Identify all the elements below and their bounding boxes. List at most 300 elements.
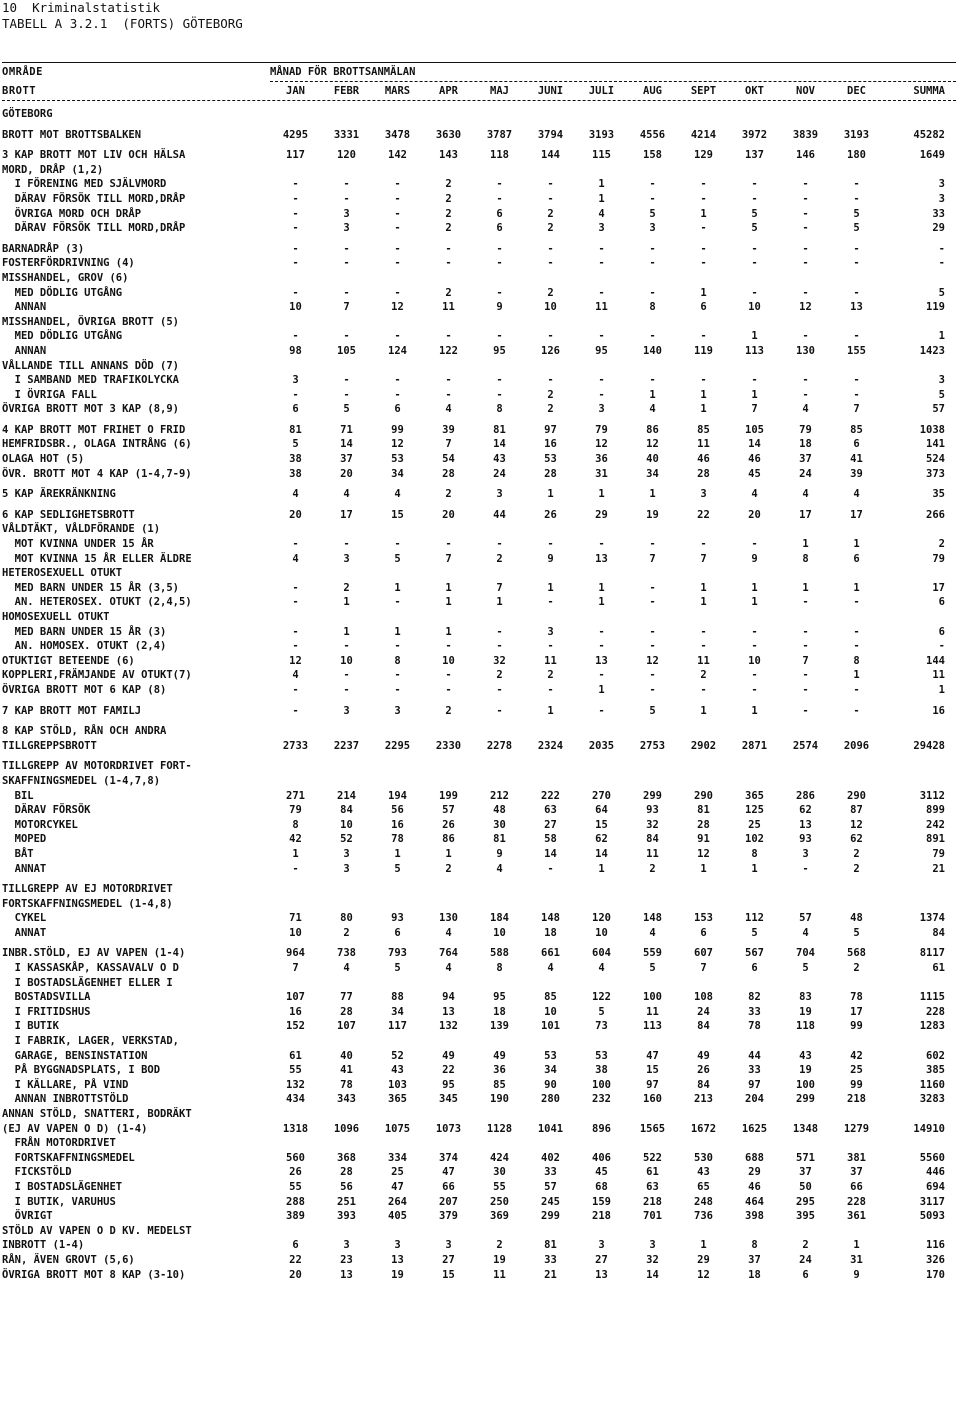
table-cell: 14 bbox=[748, 438, 761, 451]
row-label: 5 KAP ÄREKRÄNKNING bbox=[2, 488, 116, 501]
table-cell: 108 bbox=[694, 991, 713, 1004]
table-cell: 28 bbox=[697, 818, 710, 831]
table-cell: 125 bbox=[745, 804, 764, 817]
table-cell: 1 bbox=[751, 330, 758, 343]
table-cell: - bbox=[496, 704, 503, 717]
table-cell: 4 bbox=[292, 669, 299, 682]
row-label: ANNAT bbox=[2, 862, 47, 875]
table-cell: - bbox=[598, 388, 605, 401]
table-cell: 27 bbox=[442, 1253, 455, 1266]
area-row bbox=[2, 107, 956, 122]
table-cell: 4 bbox=[496, 862, 503, 875]
row-label: INBR.STÖLD, EJ AV VAPEN (1-4) bbox=[2, 947, 186, 960]
table-cell: 5093 bbox=[919, 1210, 945, 1223]
table-cell: 78 bbox=[391, 833, 404, 846]
table-cell: 3 bbox=[343, 862, 350, 875]
table-cell: - bbox=[292, 207, 299, 220]
table-cell: 245 bbox=[541, 1195, 560, 1208]
table-cell: - bbox=[445, 538, 452, 551]
table-cell: 2 bbox=[445, 222, 452, 235]
table-cell: - bbox=[445, 330, 452, 343]
table-cell: - bbox=[292, 640, 299, 653]
table-cell: 3 bbox=[598, 222, 605, 235]
table-row bbox=[2, 862, 956, 877]
table-cell: - bbox=[394, 596, 401, 609]
table-cell: 25 bbox=[391, 1166, 404, 1179]
table-cell: 7 bbox=[649, 552, 656, 565]
statistics-table bbox=[2, 62, 956, 1282]
table-cell: 100 bbox=[592, 1078, 611, 1091]
table-cell: - bbox=[343, 683, 350, 696]
table-cell: 17 bbox=[932, 581, 945, 594]
table-row bbox=[2, 452, 956, 467]
table-cell: - bbox=[853, 640, 860, 653]
table-cell: 1 bbox=[445, 596, 452, 609]
table-cell: 43 bbox=[697, 1166, 710, 1179]
table-cell: 8 bbox=[751, 847, 758, 860]
table-cell: - bbox=[938, 257, 945, 270]
table-cell: 2 bbox=[547, 669, 554, 682]
table-cell: - bbox=[802, 257, 809, 270]
table-cell: 32 bbox=[646, 818, 659, 831]
table-cell: 8 bbox=[649, 301, 656, 314]
table-cell: 34 bbox=[544, 1064, 557, 1077]
table-cell: 1041 bbox=[537, 1122, 564, 1135]
table-cell: 222 bbox=[541, 789, 560, 802]
row-label: MISSHANDEL, ÖVRIGA BROTT (5) bbox=[2, 315, 180, 328]
table-cell: 20 bbox=[748, 508, 761, 521]
table-cell: 117 bbox=[388, 1020, 407, 1033]
area-name: GÖTEBORG bbox=[2, 108, 53, 120]
table-cell: 119 bbox=[694, 344, 713, 357]
table-cell: 99 bbox=[850, 1020, 863, 1033]
table-cell: 85 bbox=[850, 423, 863, 436]
table-cell: 148 bbox=[643, 912, 662, 925]
table-row bbox=[2, 832, 956, 847]
table-cell: 31 bbox=[595, 467, 608, 480]
table-cell: 24 bbox=[697, 1005, 710, 1018]
table-cell: 7 bbox=[445, 438, 452, 451]
table-cell: - bbox=[343, 640, 350, 653]
table-cell: - bbox=[802, 704, 809, 717]
table-cell: 194 bbox=[388, 789, 407, 802]
table-row bbox=[2, 271, 956, 286]
table-cell: 1 bbox=[751, 581, 758, 594]
table-cell: 1 bbox=[547, 488, 554, 501]
table-cell: 26 bbox=[544, 508, 557, 521]
row-label: MED DÖDLIG UTGÅNG bbox=[2, 286, 123, 299]
table-cell: 81 bbox=[544, 1239, 557, 1252]
row-label: FRÅN MOTORDRIVET bbox=[2, 1137, 116, 1150]
row-label: FORTSKAFFNINGSMEDEL (1-4,8) bbox=[2, 897, 173, 910]
table-cell: - bbox=[802, 374, 809, 387]
row-label: CYKEL bbox=[2, 912, 47, 925]
table-cell: 891 bbox=[926, 833, 945, 846]
table-cell: - bbox=[802, 669, 809, 682]
table-cell: 2096 bbox=[843, 739, 870, 752]
table-cell: 3787 bbox=[486, 128, 513, 141]
column-header: MARS bbox=[384, 85, 411, 97]
table-cell: 141 bbox=[926, 438, 945, 451]
table-cell: 107 bbox=[286, 991, 305, 1004]
row-label: BOSTADSVILLA bbox=[2, 991, 91, 1004]
table-cell: 12 bbox=[391, 438, 404, 451]
table-cell: 2295 bbox=[384, 739, 411, 752]
table-cell: 701 bbox=[643, 1210, 662, 1223]
table-cell: 1 bbox=[700, 403, 707, 416]
table-cell: - bbox=[802, 640, 809, 653]
table-cell: 44 bbox=[493, 508, 506, 521]
table-cell: 64 bbox=[595, 804, 608, 817]
table-cell: 2 bbox=[445, 704, 452, 717]
table-cell: 55 bbox=[289, 1064, 302, 1077]
table-cell: 79 bbox=[595, 423, 608, 436]
table-cell: 2 bbox=[547, 207, 554, 220]
table-cell: 1672 bbox=[690, 1122, 717, 1135]
table-cell: 139 bbox=[490, 1020, 509, 1033]
table-cell: 5 bbox=[394, 552, 401, 565]
table-cell: 119 bbox=[926, 301, 945, 314]
table-row bbox=[2, 668, 956, 683]
table-cell: - bbox=[292, 330, 299, 343]
column-header: FEBR bbox=[333, 85, 360, 97]
table-cell: 38 bbox=[595, 1064, 608, 1077]
table-cell: 10 bbox=[748, 654, 761, 667]
table-cell: - bbox=[700, 192, 707, 205]
table-cell: 11 bbox=[697, 438, 710, 451]
table-cell: 4 bbox=[445, 403, 452, 416]
table-row bbox=[2, 911, 956, 926]
table-cell: 118 bbox=[490, 149, 509, 162]
table-row bbox=[2, 148, 956, 163]
table-cell: 105 bbox=[337, 344, 356, 357]
table-cell: 2 bbox=[547, 403, 554, 416]
table-row bbox=[2, 163, 956, 178]
table-cell: 53 bbox=[544, 453, 557, 466]
table-cell: 13 bbox=[442, 1005, 455, 1018]
table-cell: - bbox=[700, 683, 707, 696]
table-cell: 43 bbox=[391, 1064, 404, 1077]
table-row bbox=[2, 847, 956, 862]
table-cell: 13 bbox=[850, 301, 863, 314]
table-cell: 6 bbox=[292, 1239, 299, 1252]
table-cell: 26 bbox=[442, 818, 455, 831]
table-cell: 100 bbox=[643, 991, 662, 1004]
table-cell: - bbox=[496, 374, 503, 387]
table-cell: 1 bbox=[700, 862, 707, 875]
table-cell: 50 bbox=[799, 1180, 812, 1193]
table-cell: - bbox=[751, 242, 758, 255]
table-cell: 1 bbox=[700, 207, 707, 220]
table-cell: 160 bbox=[643, 1093, 662, 1106]
table-cell: 218 bbox=[592, 1210, 611, 1223]
table-cell: 2 bbox=[445, 862, 452, 875]
row-label: ÖVRIGA BROTT MOT 6 KAP (8) bbox=[2, 683, 167, 696]
table-cell: 85 bbox=[493, 1078, 506, 1091]
table-cell: 143 bbox=[439, 149, 458, 162]
table-cell: 102 bbox=[745, 833, 764, 846]
table-cell: 184 bbox=[490, 912, 509, 925]
table-cell: 381 bbox=[847, 1151, 866, 1164]
table-cell: 736 bbox=[694, 1210, 713, 1223]
table-cell: 13 bbox=[595, 654, 608, 667]
table-cell: - bbox=[598, 374, 605, 387]
table-cell: 446 bbox=[926, 1166, 945, 1179]
table-cell: 146 bbox=[796, 149, 815, 162]
table-cell: - bbox=[496, 625, 503, 638]
table-cell: 524 bbox=[926, 453, 945, 466]
table-cell: - bbox=[547, 178, 554, 191]
table-cell: 464 bbox=[745, 1195, 764, 1208]
table-cell: 47 bbox=[646, 1049, 659, 1062]
table-cell: 1 bbox=[394, 581, 401, 594]
table-cell: 7 bbox=[700, 962, 707, 975]
table-row bbox=[2, 1078, 956, 1093]
table-cell: - bbox=[394, 222, 401, 235]
table-cell: 66 bbox=[850, 1180, 863, 1193]
table-cell: - bbox=[700, 330, 707, 343]
table-cell: - bbox=[802, 862, 809, 875]
table-cell: 3283 bbox=[919, 1093, 945, 1106]
table-cell: 2902 bbox=[690, 739, 717, 752]
table-cell: 11 bbox=[442, 301, 455, 314]
table-cell: 10 bbox=[493, 926, 506, 939]
table-cell: 393 bbox=[337, 1210, 356, 1223]
table-cell: - bbox=[547, 862, 554, 875]
table-cell: 63 bbox=[544, 804, 557, 817]
table-cell: 3 bbox=[343, 207, 350, 220]
table-cell: 1 bbox=[343, 596, 350, 609]
table-cell: 251 bbox=[337, 1195, 356, 1208]
table-cell: 1 bbox=[853, 669, 860, 682]
table-cell: 2 bbox=[343, 926, 350, 939]
table-cell: - bbox=[700, 222, 707, 235]
table-cell: 365 bbox=[388, 1093, 407, 1106]
table-cell: - bbox=[394, 669, 401, 682]
table-cell: - bbox=[292, 862, 299, 875]
table-cell: 47 bbox=[391, 1180, 404, 1193]
table-cell: 896 bbox=[592, 1122, 611, 1135]
table-cell: 4 bbox=[343, 488, 350, 501]
table-cell: - bbox=[649, 178, 656, 191]
row-label: OTUKTIGT BETEENDE (6) bbox=[2, 654, 135, 667]
table-cell: 61 bbox=[932, 962, 945, 975]
table-cell: - bbox=[547, 538, 554, 551]
table-cell: 12 bbox=[646, 654, 659, 667]
table-cell: 2753 bbox=[639, 739, 666, 752]
table-cell: 1096 bbox=[333, 1122, 360, 1135]
table-cell: 56 bbox=[391, 804, 404, 817]
table-cell: 7 bbox=[343, 301, 350, 314]
table-cell: 1565 bbox=[639, 1122, 666, 1135]
table-cell: 4 bbox=[598, 207, 605, 220]
table-cell: 4 bbox=[445, 926, 452, 939]
table-cell: 33 bbox=[544, 1253, 557, 1266]
table-cell: - bbox=[445, 257, 452, 270]
row-label: ÖVRIGA BROTT MOT 3 KAP (8,9) bbox=[2, 403, 180, 416]
table-cell: 33 bbox=[748, 1064, 761, 1077]
table-cell: 369 bbox=[490, 1210, 509, 1223]
table-cell: 424 bbox=[490, 1151, 509, 1164]
table-cell: - bbox=[751, 669, 758, 682]
table-cell: 12 bbox=[697, 1268, 710, 1281]
table-cell: 6 bbox=[700, 301, 707, 314]
table-cell: - bbox=[649, 242, 656, 255]
table-cell: 8 bbox=[751, 1239, 758, 1252]
table-cell: 81 bbox=[493, 833, 506, 846]
table-cell: 560 bbox=[286, 1151, 305, 1164]
table-cell: - bbox=[751, 683, 758, 696]
table-cell: 26 bbox=[697, 1064, 710, 1077]
table-cell: 13 bbox=[799, 818, 812, 831]
page-header-line2: TABELL A 3.2.1 (FORTS) GÖTEBORG bbox=[2, 16, 243, 31]
table-cell: 87 bbox=[850, 804, 863, 817]
table-cell: 1 bbox=[700, 704, 707, 717]
table-cell: 12 bbox=[799, 301, 812, 314]
table-cell: 6 bbox=[802, 1268, 809, 1281]
table-cell: 10 bbox=[289, 301, 302, 314]
table-cell: 71 bbox=[289, 912, 302, 925]
crime-header: BROTT bbox=[2, 85, 37, 97]
table-cell: 1 bbox=[938, 683, 945, 696]
table-cell: 3 bbox=[496, 488, 503, 501]
table-row bbox=[2, 1165, 956, 1180]
table-cell: 1 bbox=[496, 596, 503, 609]
row-label: PÅ BYGGNADSPLATS, I BOD bbox=[2, 1064, 161, 1077]
table-cell: - bbox=[802, 683, 809, 696]
table-cell: 2 bbox=[496, 1239, 503, 1252]
table-cell: - bbox=[938, 640, 945, 653]
table-cell: 39 bbox=[850, 467, 863, 480]
table-row bbox=[2, 256, 956, 271]
table-cell: 38 bbox=[289, 453, 302, 466]
table-row bbox=[2, 803, 956, 818]
table-cell: 159 bbox=[592, 1195, 611, 1208]
table-cell: 97 bbox=[646, 1078, 659, 1091]
table-cell: 129 bbox=[694, 149, 713, 162]
table-cell: 62 bbox=[850, 833, 863, 846]
table-cell: 6 bbox=[496, 207, 503, 220]
table-cell: 3 bbox=[802, 847, 809, 860]
table-cell: 30 bbox=[493, 1166, 506, 1179]
row-label: MISSHANDEL, GROV (6) bbox=[2, 271, 129, 284]
table-cell: 12 bbox=[850, 818, 863, 831]
table-cell: 118 bbox=[796, 1020, 815, 1033]
table-cell: 4 bbox=[649, 403, 656, 416]
table-cell: 1075 bbox=[384, 1122, 411, 1135]
table-row bbox=[2, 1122, 956, 1137]
table-cell: 25 bbox=[748, 818, 761, 831]
table-cell: 46 bbox=[748, 1180, 761, 1193]
table-cell: - bbox=[853, 596, 860, 609]
table-cell: - bbox=[598, 538, 605, 551]
table-cell: - bbox=[853, 286, 860, 299]
table-row bbox=[2, 1092, 956, 1107]
table-cell: 1 bbox=[445, 847, 452, 860]
column-headers bbox=[270, 82, 956, 100]
table-cell: - bbox=[547, 257, 554, 270]
table-cell: 1 bbox=[700, 1239, 707, 1252]
table-cell: 124 bbox=[388, 344, 407, 357]
table-cell: 7 bbox=[853, 403, 860, 416]
table-cell: - bbox=[598, 625, 605, 638]
table-cell: 86 bbox=[442, 833, 455, 846]
table-cell: 1 bbox=[598, 683, 605, 696]
table-cell: - bbox=[292, 178, 299, 191]
table-cell: 368 bbox=[337, 1151, 356, 1164]
table-cell: - bbox=[445, 374, 452, 387]
table-cell: 9 bbox=[496, 301, 503, 314]
table-cell: 19 bbox=[391, 1268, 404, 1281]
table-cell: 6 bbox=[394, 926, 401, 939]
table-cell: 25 bbox=[850, 1064, 863, 1077]
table-cell: 16 bbox=[544, 438, 557, 451]
table-cell: - bbox=[700, 257, 707, 270]
table-cell: 45 bbox=[748, 467, 761, 480]
table-cell: 5 bbox=[853, 926, 860, 939]
table-cell: 1 bbox=[649, 388, 656, 401]
table-cell: 37 bbox=[799, 453, 812, 466]
table-cell: 1 bbox=[700, 286, 707, 299]
table-cell: - bbox=[649, 669, 656, 682]
table-cell: 10 bbox=[544, 1005, 557, 1018]
table-cell: 530 bbox=[694, 1151, 713, 1164]
table-cell: 199 bbox=[439, 789, 458, 802]
table-cell: - bbox=[598, 704, 605, 717]
table-cell: 271 bbox=[286, 789, 305, 802]
row-label: BÅT bbox=[2, 847, 34, 860]
column-header: SUMMA bbox=[913, 85, 945, 97]
table-cell: 10 bbox=[289, 926, 302, 939]
table-cell: 11 bbox=[932, 669, 945, 682]
table-cell: 1 bbox=[751, 388, 758, 401]
table-cell: 144 bbox=[541, 149, 560, 162]
table-cell: 4 bbox=[802, 403, 809, 416]
table-cell: 3 bbox=[938, 178, 945, 191]
row-label: 8 KAP STÖLD, RÅN OCH ANDRA bbox=[2, 725, 167, 738]
table-cell: - bbox=[292, 625, 299, 638]
table-cell: 2 bbox=[853, 847, 860, 860]
table-cell: 73 bbox=[595, 1020, 608, 1033]
table-cell: 299 bbox=[796, 1093, 815, 1106]
table-cell: 1128 bbox=[486, 1122, 513, 1135]
table-cell: - bbox=[547, 242, 554, 255]
table-cell: 389 bbox=[286, 1210, 305, 1223]
table-cell: 1 bbox=[938, 330, 945, 343]
table-cell: 68 bbox=[595, 1180, 608, 1193]
table-cell: 22 bbox=[442, 1064, 455, 1077]
table-cell: 1 bbox=[751, 862, 758, 875]
table-cell: 32 bbox=[493, 654, 506, 667]
table-cell: - bbox=[445, 683, 452, 696]
table-cell: 20 bbox=[442, 508, 455, 521]
table-cell: 82 bbox=[748, 991, 761, 1004]
row-label: I SAMBAND MED TRAFIKOLYCKA bbox=[2, 374, 180, 387]
table-cell: 6 bbox=[394, 403, 401, 416]
table-cell: 48 bbox=[850, 912, 863, 925]
table-cell: - bbox=[802, 286, 809, 299]
table-cell: 115 bbox=[592, 149, 611, 162]
table-cell: 228 bbox=[847, 1195, 866, 1208]
table-cell: 1 bbox=[547, 704, 554, 717]
table-cell: 1 bbox=[802, 581, 809, 594]
table-cell: 295 bbox=[796, 1195, 815, 1208]
table-cell: 158 bbox=[643, 149, 662, 162]
table-cell: 6 bbox=[938, 625, 945, 638]
table-cell: - bbox=[445, 669, 452, 682]
table-cell: 1423 bbox=[919, 344, 945, 357]
table-cell: - bbox=[547, 192, 554, 205]
